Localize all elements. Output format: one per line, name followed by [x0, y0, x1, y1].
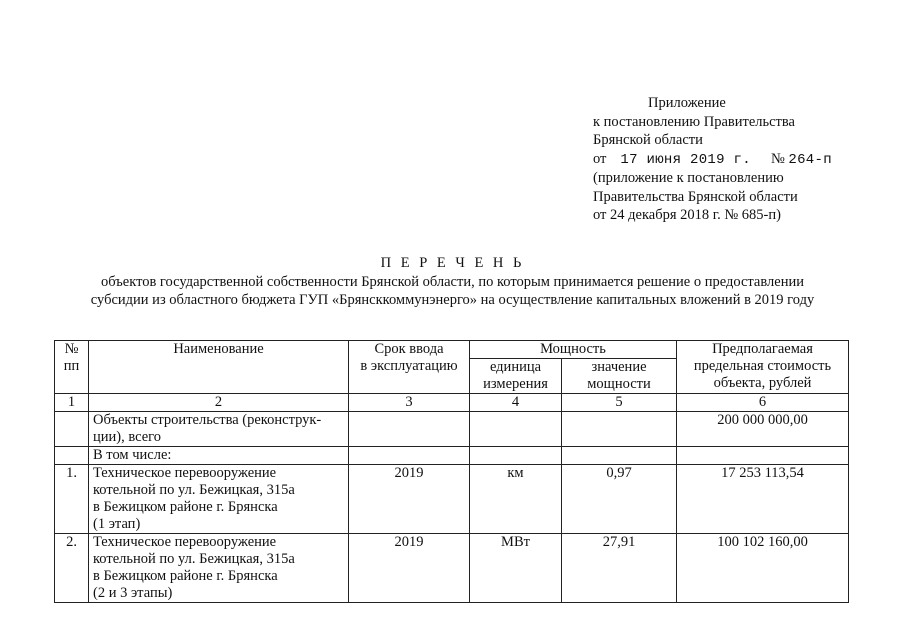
appendix-line: (приложение к постановлению: [593, 170, 784, 186]
col-number: 3: [349, 394, 470, 412]
col-number: 1: [55, 394, 89, 412]
appendix-date-line: [593, 150, 893, 170]
number-prefix: №: [770, 150, 785, 167]
header-row: [55, 341, 849, 359]
date-prefix: от: [593, 150, 607, 167]
row-name: Техническое перевооружение котельной по ул. Бежицкая, 315а в Бежицком районе г. Брянска (1 этап): [89, 465, 349, 534]
including-row: [55, 447, 849, 465]
row-num: 2.: [55, 534, 89, 603]
header-cost: Предполагаемая предельная стоимость объекта, рублей: [677, 341, 849, 394]
header-value: значение мощности: [562, 359, 677, 394]
table-row: [55, 465, 849, 534]
total-name: Объекты строительства (реконструк- ции), всего: [89, 412, 349, 447]
header-unit: единица измерения: [470, 359, 562, 394]
document-subtitle: субсидии из областного бюджета ГУП «Брянсккоммунэнерго» на осуществление капитальных вложений в 2019 году: [90, 292, 815, 308]
including-label: В том числе:: [89, 447, 349, 465]
header-num: № пп: [55, 341, 89, 394]
appendix-line: от 24 декабря 2018 г. № 685-п): [593, 207, 781, 223]
col-number: 6: [677, 394, 849, 412]
row-unit: км: [470, 465, 562, 534]
row-name: Техническое перевооружение котельной по ул. Бежицкая, 315а в Бежицком районе г. Брянска (2 и 3 этапы): [89, 534, 349, 603]
appendix-block: [593, 94, 893, 225]
header-name: Наименование: [89, 341, 349, 394]
table-row: [55, 534, 849, 603]
row-value: 0,97: [562, 465, 677, 534]
row-cost: 17 253 113,54: [677, 465, 849, 534]
objects-table: [54, 340, 849, 603]
col-number: 2: [89, 394, 349, 412]
header-power: Мощность: [470, 341, 677, 359]
appendix-line: к постановлению Правительства: [593, 113, 795, 130]
row-term: 2019: [349, 465, 470, 534]
row-unit: МВт: [470, 534, 562, 603]
document-heading: [0, 254, 905, 310]
appendix-title: Приложение: [648, 95, 726, 111]
header-term: Срок ввода в эксплуатацию: [349, 341, 470, 394]
row-value: 27,91: [562, 534, 677, 603]
row-num: 1.: [55, 465, 89, 534]
column-number-row: [55, 394, 849, 412]
total-row: [55, 412, 849, 447]
document-title: П Е Р Е Ч Е Н Ь: [380, 255, 525, 271]
row-term: 2019: [349, 534, 470, 603]
document-subtitle: объектов государственной собственности Брянской области, по которым принимается решение о предоставлении: [101, 273, 804, 290]
col-number: 5: [562, 394, 677, 412]
resolution-date: 17 июня 2019 г.: [620, 151, 751, 168]
appendix-line: Брянской области: [593, 132, 703, 148]
col-number: 4: [470, 394, 562, 412]
row-cost: 100 102 160,00: [677, 534, 849, 603]
appendix-line: Правительства Брянской области: [593, 188, 798, 205]
total-cost: 200 000 000,00: [677, 412, 849, 447]
resolution-number: 264-п: [788, 151, 832, 168]
